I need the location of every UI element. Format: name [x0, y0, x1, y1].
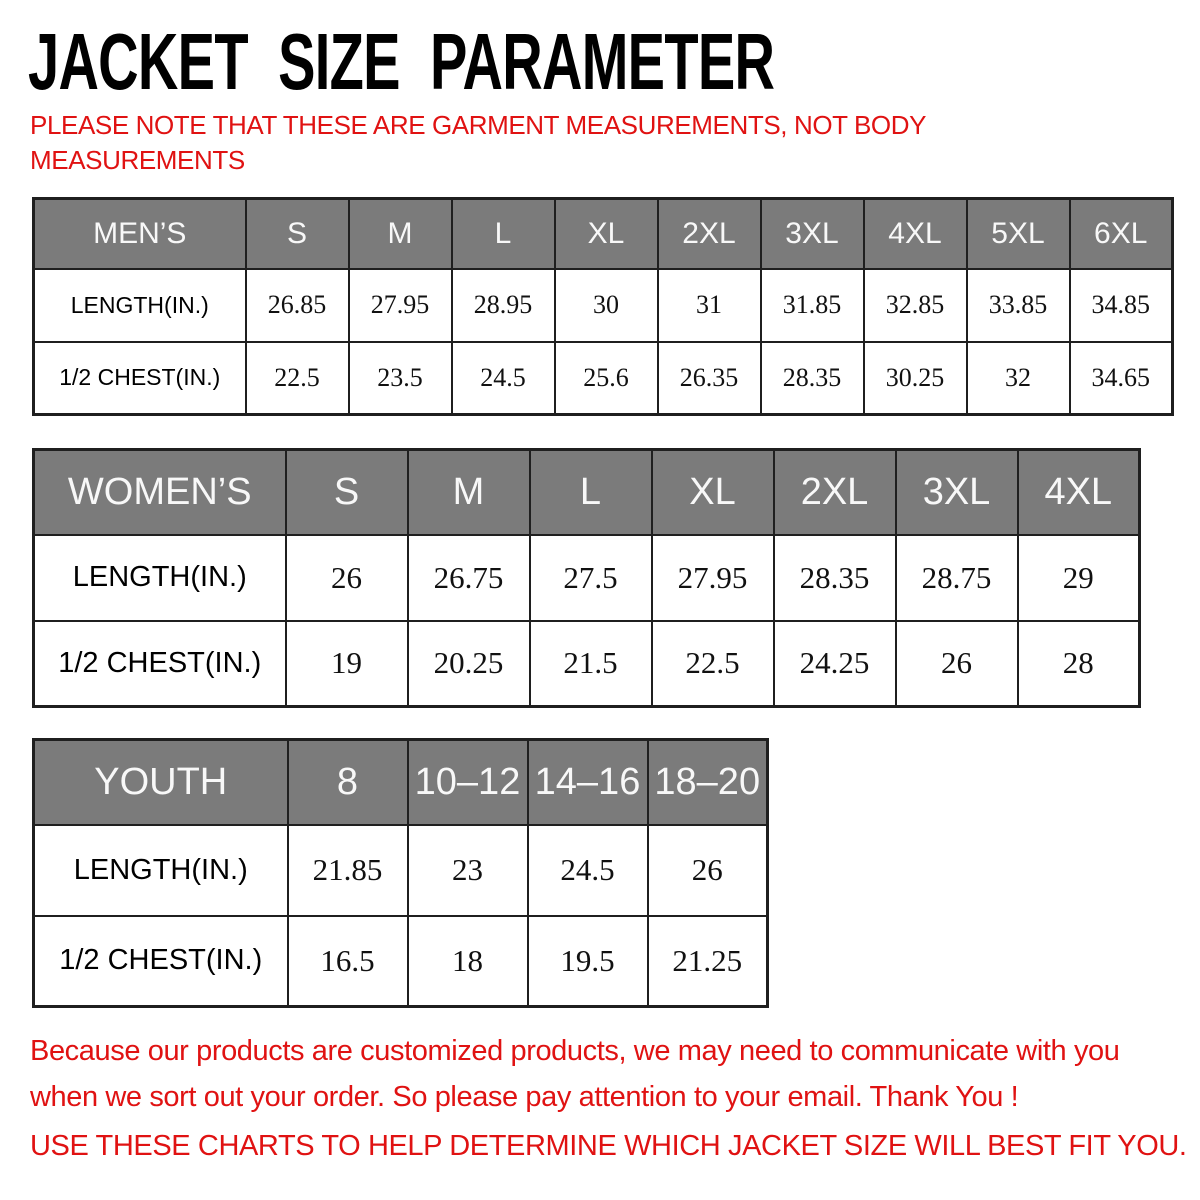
row-label: LENGTH(IN.): [34, 269, 246, 342]
womens-group-label: WOMEN’S: [34, 450, 286, 535]
value-cell: 29: [1018, 535, 1140, 621]
value-cell: 30: [555, 269, 658, 342]
size-header: 18–20: [648, 740, 768, 825]
note-line-2: MEASUREMENTS: [30, 145, 245, 175]
value-cell: 21.5: [530, 621, 652, 707]
value-cell: 26.85: [246, 269, 349, 342]
value-cell: 22.5: [246, 342, 349, 415]
value-cell: 28.35: [774, 535, 896, 621]
page-title: JACKET SIZE PARAMETER: [28, 17, 775, 106]
garment-measurement-note: [30, 108, 926, 178]
size-header: 3XL: [896, 450, 1018, 535]
size-header: 6XL: [1070, 199, 1173, 269]
value-cell: 24.5: [528, 825, 648, 916]
size-header: XL: [652, 450, 774, 535]
chart-usage-note: USE THESE CHARTS TO HELP DETERMINE WHICH JACKET SIZE WILL BEST FIT YOU.: [30, 1130, 1187, 1162]
size-header: 2XL: [658, 199, 761, 269]
size-header: L: [530, 450, 652, 535]
size-header: M: [349, 199, 452, 269]
row-label: 1/2 CHEST(IN.): [34, 621, 286, 707]
measurement-row: [34, 825, 768, 916]
value-cell: 28: [1018, 621, 1140, 707]
measurement-row: [34, 269, 1173, 342]
measurement-row: [34, 916, 768, 1007]
value-cell: 31: [658, 269, 761, 342]
womens-size-table: [32, 448, 1141, 708]
youth-group-label: YOUTH: [34, 740, 288, 825]
measurement-row: [34, 342, 1173, 415]
value-cell: 32.85: [864, 269, 967, 342]
size-header: L: [452, 199, 555, 269]
size-header: 4XL: [864, 199, 967, 269]
customization-notice: [30, 1028, 1120, 1120]
value-cell: 23.5: [349, 342, 452, 415]
value-cell: 22.5: [652, 621, 774, 707]
value-cell: 26: [648, 825, 768, 916]
size-header: 10–12: [408, 740, 528, 825]
value-cell: 26: [286, 535, 408, 621]
value-cell: 26.75: [408, 535, 530, 621]
value-cell: 31.85: [761, 269, 864, 342]
value-cell: 34.65: [1070, 342, 1173, 415]
notice-line-2: when we sort out your order. So please pay attention to your email. Thank You !: [30, 1081, 1019, 1113]
value-cell: 19.5: [528, 916, 648, 1007]
youth-table: [32, 738, 769, 1008]
measurement-row: [34, 535, 1140, 621]
value-cell: 24.25: [774, 621, 896, 707]
value-cell: 26: [896, 621, 1018, 707]
value-cell: 25.6: [555, 342, 658, 415]
note-line-1: PLEASE NOTE THAT THESE ARE GARMENT MEASUREMENTS, NOT BODY: [30, 110, 927, 140]
value-cell: 23: [408, 825, 528, 916]
value-cell: 16.5: [288, 916, 408, 1007]
size-header: XL: [555, 199, 658, 269]
size-header: 3XL: [761, 199, 864, 269]
value-cell: 28.75: [896, 535, 1018, 621]
womens-table: [32, 448, 1141, 708]
value-cell: 30.25: [864, 342, 967, 415]
size-header: 2XL: [774, 450, 896, 535]
womens-header-row: [34, 450, 1140, 535]
row-label: 1/2 CHEST(IN.): [34, 342, 246, 415]
row-label: LENGTH(IN.): [34, 825, 288, 916]
size-header: 8: [288, 740, 408, 825]
size-header: M: [408, 450, 530, 535]
value-cell: 24.5: [452, 342, 555, 415]
value-cell: 28.95: [452, 269, 555, 342]
value-cell: 21.85: [288, 825, 408, 916]
value-cell: 19: [286, 621, 408, 707]
value-cell: 32: [967, 342, 1070, 415]
notice-line-1: Because our products are customized products, we may need to communicate with you: [30, 1035, 1120, 1067]
mens-size-table: [32, 197, 1174, 416]
row-label: 1/2 CHEST(IN.): [34, 916, 288, 1007]
value-cell: 18: [408, 916, 528, 1007]
value-cell: 26.35: [658, 342, 761, 415]
size-header: 5XL: [967, 199, 1070, 269]
youth-size-table: [32, 738, 769, 1008]
size-header: 4XL: [1018, 450, 1140, 535]
mens-group-label: MEN’S: [34, 199, 246, 269]
mens-table: [32, 197, 1174, 416]
value-cell: 27.5: [530, 535, 652, 621]
value-cell: 33.85: [967, 269, 1070, 342]
value-cell: 27.95: [652, 535, 774, 621]
youth-header-row: [34, 740, 768, 825]
value-cell: 28.35: [761, 342, 864, 415]
value-cell: 34.85: [1070, 269, 1173, 342]
size-header: S: [246, 199, 349, 269]
measurement-row: [34, 621, 1140, 707]
size-header: 14–16: [528, 740, 648, 825]
value-cell: 21.25: [648, 916, 768, 1007]
size-header: S: [286, 450, 408, 535]
value-cell: 27.95: [349, 269, 452, 342]
row-label: LENGTH(IN.): [34, 535, 286, 621]
value-cell: 20.25: [408, 621, 530, 707]
mens-header-row: [34, 199, 1173, 269]
